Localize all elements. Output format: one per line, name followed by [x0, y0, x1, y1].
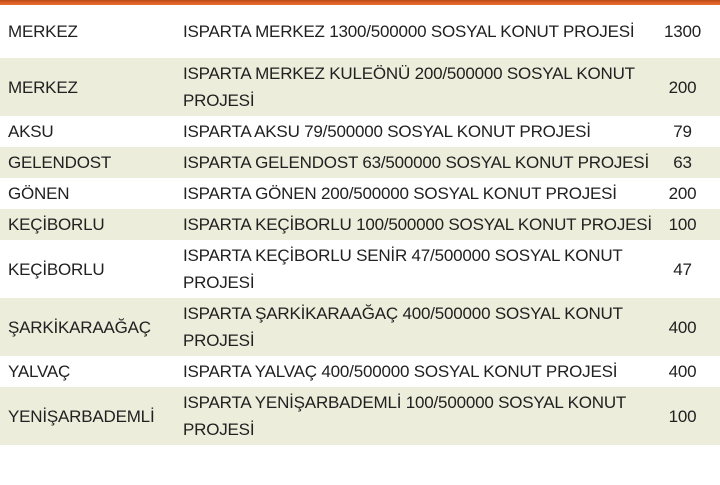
count-cell: 400: [668, 362, 697, 381]
housing-projects-table: [0, 5, 720, 445]
count-cell: 47: [673, 259, 692, 279]
count-cell: 200: [668, 184, 697, 203]
district-cell: KEÇİBORLU: [0, 209, 183, 240]
project-cell: ISPARTA ŞARKİKARAAĞAÇ 400/500000 SOSYAL KONUT PROJESİ: [183, 298, 653, 356]
district-cell: YALVAÇ: [8, 362, 71, 381]
project-cell: ISPARTA GELENDOST 63/500000 SOSYAL KONUT PROJESİ: [183, 147, 653, 178]
count-cell: 63: [653, 147, 720, 178]
project-cell: ISPARTA KEÇİBORLU SENİR 47/500000 SOSYAL KONUT PROJESİ: [183, 246, 623, 292]
project-cell: ISPARTA MERKEZ 1300/500000 SOSYAL KONUT PROJESİ: [183, 22, 635, 41]
project-cell: ISPARTA GÖNEN 200/500000 SOSYAL KONUT PROJESİ: [183, 184, 617, 203]
table-row: [0, 178, 720, 209]
count-cell: 200: [653, 58, 720, 116]
district-cell: YENİŞARBADEMLİ: [0, 387, 183, 445]
district-cell: ŞARKİKARAAĞAÇ: [0, 298, 183, 356]
count-cell: 100: [653, 387, 720, 445]
district-cell: GÖNEN: [8, 184, 70, 203]
project-cell: ISPARTA AKSU 79/500000 SOSYAL KONUT PROJESİ: [183, 122, 591, 141]
district-cell: MERKEZ: [0, 58, 183, 116]
table-row: [0, 58, 720, 116]
district-cell: GELENDOST: [0, 147, 183, 178]
count-cell: 79: [673, 122, 692, 141]
table-row: [0, 116, 720, 147]
project-cell: ISPARTA YENİŞARBADEMLİ 100/500000 SOSYAL KONUT PROJESİ: [183, 387, 653, 445]
project-cell: ISPARTA MERKEZ KULEÖNÜ 200/500000 SOSYAL KONUT PROJESİ: [183, 58, 653, 116]
count-cell: 1300: [663, 22, 702, 41]
table-body: [0, 5, 720, 445]
table-row: [0, 209, 720, 240]
project-cell: ISPARTA KEÇİBORLU 100/500000 SOSYAL KONUT PROJESİ: [183, 209, 653, 240]
table-row: [0, 240, 720, 298]
table-row: [0, 147, 720, 178]
table-row: [0, 356, 720, 387]
project-cell: ISPARTA YALVAÇ 400/500000 SOSYAL KONUT PROJESİ: [183, 362, 618, 381]
table-row: [0, 5, 720, 58]
district-cell: MERKEZ: [8, 22, 78, 41]
district-cell: AKSU: [8, 122, 54, 141]
table-row: [0, 387, 720, 445]
table-row: [0, 298, 720, 356]
count-cell: 100: [653, 209, 720, 240]
district-cell: KEÇİBORLU: [8, 259, 105, 279]
count-cell: 400: [653, 298, 720, 356]
